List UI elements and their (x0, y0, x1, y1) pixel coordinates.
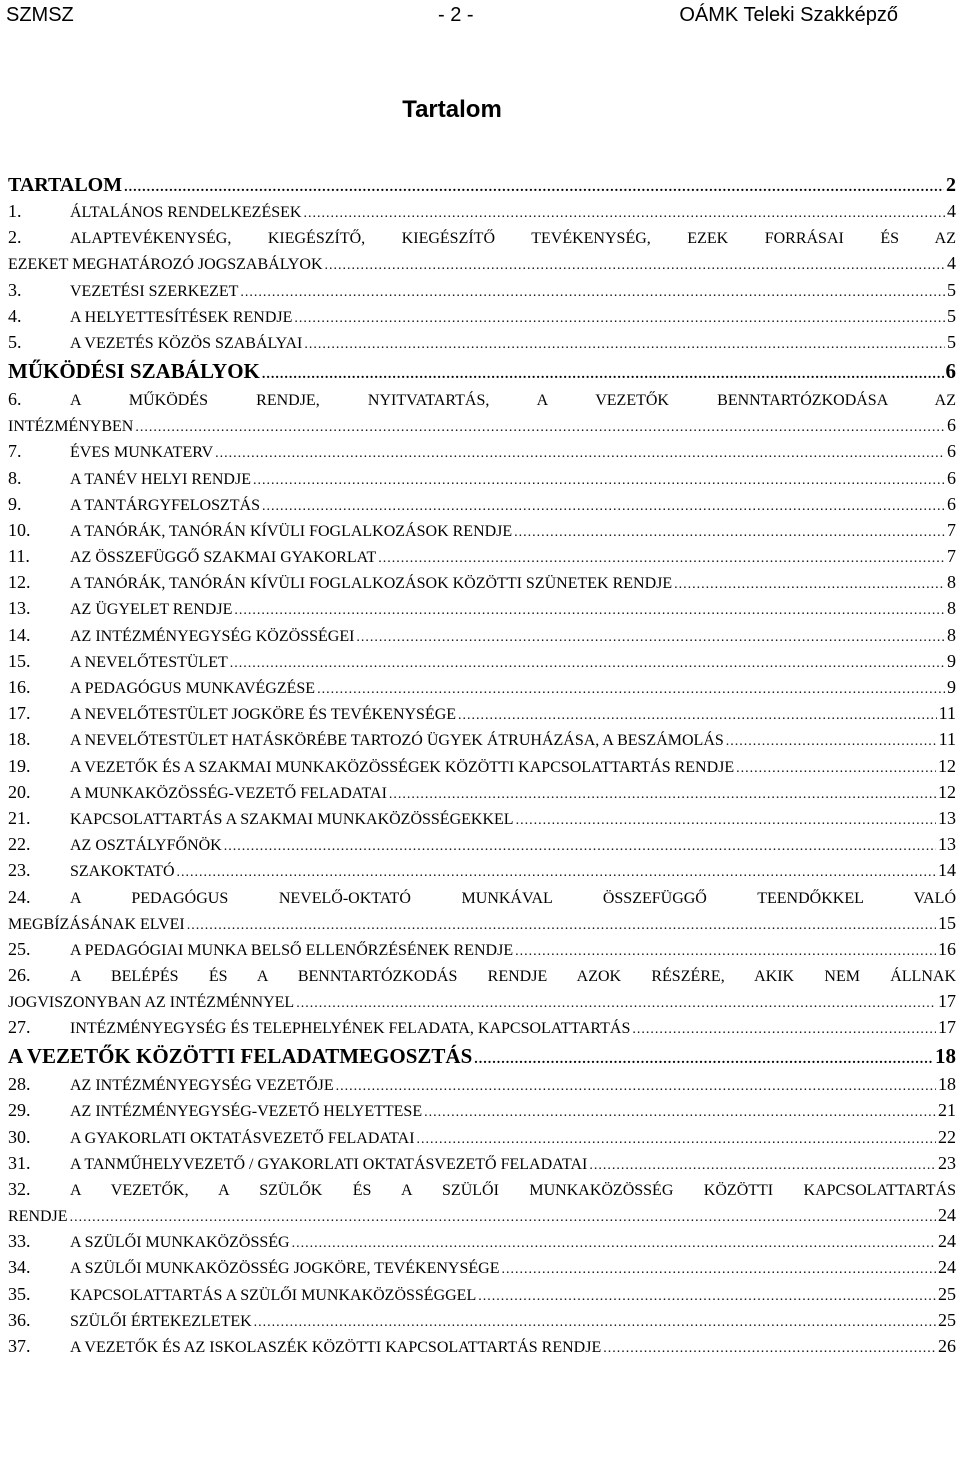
toc-entry-number: 17. (8, 703, 31, 724)
toc-entry-number: 26. (8, 964, 31, 985)
toc-entry-title: A NEVELŐTESTÜLET JOGKÖRE ÉS TEVÉKENYSÉGE (70, 706, 457, 724)
toc-entry-page: 25 (938, 1309, 956, 1330)
toc-entry-number: 11. (8, 546, 30, 567)
toc-entry[interactable] (8, 174, 956, 200)
toc-entry-title: RENDJE (8, 1208, 68, 1225)
toc-entry[interactable] (8, 305, 956, 331)
toc-entry-title: AZ ÖSSZEFÜGGŐ SZAKMAI GYAKORLAT (70, 549, 377, 567)
page-title: Tartalom (402, 96, 502, 123)
toc-entry-page: 21 (938, 1100, 956, 1121)
toc-entry-title: A MŰKÖDÉS RENDJE, NYITVATARTÁS, A VEZETŐK BENNTARTÓZKODÁSA AZ (70, 392, 956, 410)
toc-entry[interactable] (8, 1152, 956, 1178)
toc-leader-dots (254, 1311, 936, 1334)
toc-leader-dots (294, 307, 945, 330)
toc-entry-number: 5. (8, 331, 22, 352)
toc-leader-dots (516, 809, 936, 832)
toc-entry-title: VEZETÉSI SZERKEZET (70, 282, 239, 300)
toc-entry-page: 5 (947, 305, 956, 326)
toc-leader-dots (234, 599, 945, 622)
toc-entry-title: A BELÉPÉS ÉS A BENNTARTÓZKODÁS RENDJE AZOK RÉSZÉRE, AKIK NEM ÁLLNAK (70, 967, 956, 985)
toc-entry-title: A VEZETŐK, A SZÜLŐK ÉS A SZÜLŐI MUNKAKÖZÖSSÉG KÖZÖTTI KAPCSOLATTARTÁS (70, 1182, 956, 1199)
toc-leader-dots (389, 783, 936, 806)
toc-entry-title: EZEKET MEGHATÁROZÓ JOGSZABÁLYOK (8, 256, 323, 274)
toc-leader-dots (135, 416, 945, 439)
toc-entry[interactable] (8, 414, 956, 440)
toc-entry[interactable] (8, 964, 956, 990)
toc-entry-title: AZ OSZTÁLYFŐNÖK (70, 837, 222, 855)
toc-entry-page: 7 (947, 546, 956, 567)
toc-entry-title: AZ INTÉZMÉNYEGYSÉG KÖZÖSSÉGEI (70, 627, 355, 645)
toc-entry-page: 18 (935, 1044, 956, 1069)
toc-entry-number: 19. (8, 755, 31, 776)
toc-entry-page: 2 (946, 174, 956, 196)
toc-entry[interactable] (8, 1099, 956, 1125)
toc-entry-number: 1. (8, 201, 22, 222)
toc-entry-number: 6. (8, 389, 22, 410)
toc-entry-number: 12. (8, 572, 31, 593)
toc-leader-dots (224, 835, 936, 858)
toc-leader-dots (304, 333, 945, 356)
toc-entry[interactable] (8, 467, 956, 493)
toc-entry[interactable] (8, 1335, 956, 1361)
toc-entry-page: 11 (938, 729, 956, 750)
toc-entry[interactable] (8, 781, 956, 807)
toc-entry-title: KAPCSOLATTARTÁS A SZAKMAI MUNKAKÖZÖSSÉGEKKEL (70, 810, 514, 828)
toc-entry-title: JOGVISZONYBAN AZ INTÉZMÉNNYEL (8, 993, 295, 1011)
toc-entry-title: ÁLTALÁNOS RENDELKEZÉSEK (70, 204, 302, 222)
toc-entry-title: SZAKOKTATÓ (70, 863, 175, 881)
toc-entry-title: AZ INTÉZMÉNYEGYSÉG-VEZETŐ HELYETTESE (70, 1103, 423, 1121)
toc-leader-dots (70, 1206, 936, 1229)
toc-entry[interactable] (8, 545, 956, 571)
toc-entry-page: 23 (938, 1152, 956, 1173)
toc-leader-dots (356, 626, 945, 649)
toc-entry[interactable] (8, 1073, 956, 1099)
toc-leader-dots (736, 757, 936, 780)
toc-entry-number: 13. (8, 598, 31, 619)
toc-entry[interactable] (8, 676, 956, 702)
toc-entry-page: 17 (938, 990, 956, 1011)
toc-entry-number: 18. (8, 729, 31, 750)
toc-entry-page: 24 (938, 1257, 956, 1278)
toc-entry-title: A GYAKORLATI OKTATÁSVEZETŐ FELADATAI (70, 1129, 415, 1147)
toc-leader-dots (215, 442, 945, 465)
toc-entry[interactable] (8, 388, 956, 414)
toc-leader-dots (501, 1258, 936, 1281)
toc-leader-dots (726, 730, 937, 753)
toc-entry-title: INTÉZMÉNYEGYSÉG ÉS TELEPHELYÉNEK FELADATA, KAPCSOLATTARTÁS (70, 1020, 631, 1038)
toc-entry-number: 28. (8, 1074, 31, 1095)
toc-entry-page: 22 (938, 1126, 956, 1147)
toc-leader-dots (240, 281, 945, 304)
toc-entry[interactable] (8, 1178, 956, 1204)
toc-entry[interactable] (8, 807, 956, 833)
toc-entry[interactable] (8, 279, 956, 305)
toc-entry[interactable] (8, 493, 956, 519)
page-header (6, 4, 954, 32)
toc-entry[interactable] (8, 440, 956, 466)
toc-entry[interactable] (8, 938, 956, 964)
toc-entry-title: A SZÜLŐI MUNKAKÖZÖSSÉG JOGKÖRE, TEVÉKENYSÉGE (70, 1260, 500, 1278)
toc-entry-number: 14. (8, 624, 31, 645)
toc-leader-dots (424, 1101, 936, 1124)
toc-leader-dots (417, 1128, 936, 1151)
toc-entry-number: 4. (8, 305, 22, 326)
toc-leader-dots (292, 1232, 936, 1255)
toc-entry-title: A TANTÁRGYFELOSZTÁS (70, 496, 260, 514)
toc-entry-title: A TANMŰHELYVEZETŐ / GYAKORLATI OKTATÁSVEZETŐ FELADATAI (70, 1155, 588, 1173)
toc-entry-page: 7 (947, 519, 956, 540)
toc-entry[interactable] (8, 252, 956, 278)
toc-leader-dots (262, 495, 945, 518)
toc-entry-page: 8 (947, 598, 956, 619)
toc-entry[interactable] (8, 755, 956, 781)
toc-entry[interactable] (8, 1256, 956, 1282)
toc-entry[interactable] (8, 650, 956, 676)
toc-entry-page: 5 (947, 331, 956, 352)
toc-entry-page: 9 (947, 650, 956, 671)
toc-leader-dots (325, 254, 945, 277)
toc-entry-title: A PEDAGÓGUS MUNKAVÉGZÉSE (70, 680, 316, 697)
toc-entry-number: 10. (8, 519, 31, 540)
toc-entry-page: 17 (938, 1017, 956, 1038)
toc-entry-page: 6 (947, 441, 956, 462)
toc-entry-title: A VEZETŐK ÉS AZ ISKOLASZÉK KÖZÖTTI KAPCSOLATTARTÁS RENDJE (70, 1338, 602, 1356)
toc-entry-number: 30. (8, 1126, 31, 1147)
toc-entry[interactable] (8, 357, 956, 388)
toc-leader-dots (674, 573, 945, 596)
toc-entry[interactable] (8, 1042, 956, 1073)
toc-entry-number: 9. (8, 493, 22, 514)
toc-entry-number: 23. (8, 860, 31, 881)
toc-entry-page: 5 (947, 279, 956, 300)
toc-leader-dots (514, 521, 945, 544)
table-of-contents (8, 174, 956, 1361)
toc-entry-number: 35. (8, 1283, 31, 1304)
toc-entry-title: A VEZETŐK KÖZÖTTI FELADATMEGOSZTÁS (8, 1044, 473, 1069)
toc-entry[interactable] (8, 702, 956, 728)
toc-entry-page: 16 (938, 938, 956, 959)
toc-entry-page: 6 (947, 415, 956, 436)
toc-leader-dots (317, 678, 945, 701)
toc-entry-page: 6 (947, 493, 956, 514)
toc-entry-title: A SZÜLŐI MUNKAKÖZÖSSÉG (70, 1234, 290, 1252)
toc-entry-title: TARTALOM (8, 174, 123, 196)
toc-entry-page: 14 (938, 860, 956, 881)
toc-entry[interactable] (8, 331, 956, 357)
toc-entry-page: 9 (947, 677, 956, 697)
toc-entry-number: 3. (8, 279, 22, 300)
toc-entry[interactable] (8, 728, 956, 754)
toc-entry[interactable] (8, 1309, 956, 1335)
toc-leader-dots (336, 1075, 936, 1098)
toc-entry-page: 8 (947, 624, 956, 645)
toc-leader-dots (303, 202, 945, 225)
toc-leader-dots (632, 1018, 936, 1041)
toc-entry-number: 20. (8, 781, 31, 802)
toc-entry[interactable] (8, 990, 956, 1016)
toc-entry-page: 8 (947, 572, 956, 593)
toc-entry[interactable] (8, 624, 956, 650)
toc-entry-page: 24 (938, 1231, 956, 1252)
header-left-text: SZMSZ (6, 4, 74, 26)
toc-entry-title: A VEZETÉS KÖZÖS SZABÁLYAI (70, 334, 303, 352)
toc-entry-page: 13 (938, 834, 956, 855)
toc-entry-number: 22. (8, 834, 31, 855)
toc-entry[interactable] (8, 1283, 956, 1309)
toc-entry-number: 2. (8, 227, 22, 248)
toc-leader-dots (589, 1154, 936, 1177)
toc-entry[interactable] (8, 200, 956, 226)
toc-entry-page: 6 (947, 467, 956, 488)
toc-entry[interactable] (8, 571, 956, 597)
toc-entry-title: AZ ÜGYELET RENDJE (70, 601, 233, 619)
toc-entry-title: A VEZETŐK ÉS A SZAKMAI MUNKAKÖZÖSSÉGEK KÖZÖTTI KAPCSOLATTARTÁS RENDJE (70, 758, 735, 776)
toc-entry-page: 12 (938, 755, 956, 776)
toc-entry-page: 25 (938, 1283, 956, 1304)
toc-leader-dots (262, 361, 944, 389)
toc-leader-dots (253, 469, 945, 492)
toc-leader-dots (296, 992, 936, 1015)
toc-entry-title: AZ INTÉZMÉNYEGYSÉG VEZETŐJE (70, 1077, 334, 1095)
toc-entry-title: MEGBÍZÁSÁNAK ELVEI (8, 915, 185, 933)
toc-entry-title: ÉVES MUNKATERV (70, 444, 214, 462)
toc-entry-title: A HELYETTESÍTÉSEK RENDJE (70, 308, 293, 326)
toc-leader-dots (458, 704, 937, 727)
toc-leader-dots (378, 547, 945, 570)
toc-entry-title: ALAPTEVÉKENYSÉG, KIEGÉSZÍTŐ, KIEGÉSZÍTŐ TEVÉKENYSÉG, EZEK FORRÁSAI ÉS AZ (70, 230, 956, 248)
toc-entry-title: A NEVELŐTESTÜLET HATÁSKÖRÉBE TARTOZÓ ÜGYEK ÁTRUHÁZÁSA, A BESZÁMOLÁS (70, 732, 724, 750)
toc-entry-page: 11 (938, 703, 956, 724)
toc-entry-number: 32. (8, 1179, 31, 1199)
toc-entry[interactable] (8, 1126, 956, 1152)
toc-entry[interactable] (8, 886, 956, 912)
toc-entry[interactable] (8, 833, 956, 859)
toc-entry-title: A NEVELŐTESTÜLET (70, 653, 228, 671)
toc-entry-number: 24. (8, 886, 31, 907)
toc-leader-dots (603, 1337, 936, 1360)
toc-entry-number: 36. (8, 1309, 31, 1330)
toc-entry-title: A TANÓRÁK, TANÓRÁN KÍVÜLI FOGLALKOZÁSOK KÖZÖTTI SZÜNETEK RENDJE (70, 575, 673, 593)
header-page-number: - 2 - (438, 4, 474, 26)
toc-entry[interactable] (8, 597, 956, 623)
toc-entry-page: 18 (938, 1074, 956, 1095)
toc-entry-page: 24 (938, 1205, 956, 1225)
toc-leader-dots (478, 1285, 936, 1308)
toc-entry[interactable] (8, 859, 956, 885)
toc-entry[interactable] (8, 1204, 956, 1230)
toc-entry-number: 27. (8, 1017, 31, 1038)
toc-leader-dots (187, 914, 936, 937)
toc-entry-number: 31. (8, 1152, 31, 1173)
toc-entry-number: 8. (8, 467, 22, 488)
toc-entry[interactable] (8, 226, 956, 252)
toc-entry-page: 12 (938, 781, 956, 802)
toc-entry-title: MŰKÖDÉSI SZABÁLYOK (8, 359, 260, 384)
toc-leader-dots (177, 861, 937, 884)
toc-entry-title: A PEDAGÓGUS NEVELŐ-OKTATÓ MUNKÁVAL ÖSSZEFÜGGŐ TEENDŐKKEL VALÓ (70, 889, 956, 907)
toc-leader-dots (124, 176, 944, 199)
toc-entry[interactable] (8, 1016, 956, 1042)
toc-entry[interactable] (8, 519, 956, 545)
toc-entry-page: 13 (938, 807, 956, 828)
toc-entry-number: 37. (8, 1335, 31, 1356)
toc-leader-dots (230, 652, 945, 675)
toc-entry-number: 29. (8, 1100, 31, 1121)
toc-entry-title: A MUNKAKÖZÖSSÉG-VEZETŐ FELADATAI (70, 784, 387, 802)
toc-entry-number: 25. (8, 938, 31, 959)
toc-entry-number: 21. (8, 807, 31, 828)
toc-entry-title: SZÜLŐI ÉRTEKEZLETEK (70, 1312, 252, 1330)
toc-entry[interactable] (8, 1230, 956, 1256)
toc-entry-title: KAPCSOLATTARTÁS A SZÜLŐI MUNKAKÖZÖSSÉGGEL (70, 1286, 477, 1304)
toc-entry-title: INTÉZMÉNYBEN (8, 418, 134, 436)
toc-entry-number: 7. (8, 441, 22, 462)
toc-entry-page: 6 (945, 359, 956, 384)
header-right-text: OÁMK Teleki Szakképző (679, 4, 898, 26)
toc-entry-title: A TANÉV HELYI RENDJE (70, 470, 251, 488)
toc-leader-dots (515, 940, 936, 963)
toc-entry-page: 4 (947, 253, 956, 274)
toc-entry-page: 4 (947, 201, 956, 222)
toc-entry[interactable] (8, 912, 956, 938)
toc-entry-number: 33. (8, 1231, 31, 1252)
toc-entry-number: 15. (8, 650, 31, 671)
toc-entry-page: 15 (938, 912, 956, 933)
toc-leader-dots (474, 1046, 933, 1074)
toc-entry-title: A TANÓRÁK, TANÓRÁN KÍVÜLI FOGLALKOZÁSOK RENDJE (70, 522, 513, 540)
toc-entry-number: 34. (8, 1257, 31, 1278)
toc-entry-title: A PEDAGÓGIAI MUNKA BELSŐ ELLENŐRZÉSÉNEK RENDJE (70, 941, 514, 959)
toc-entry-number: 16. (8, 677, 31, 697)
toc-entry-page: 26 (938, 1335, 956, 1356)
